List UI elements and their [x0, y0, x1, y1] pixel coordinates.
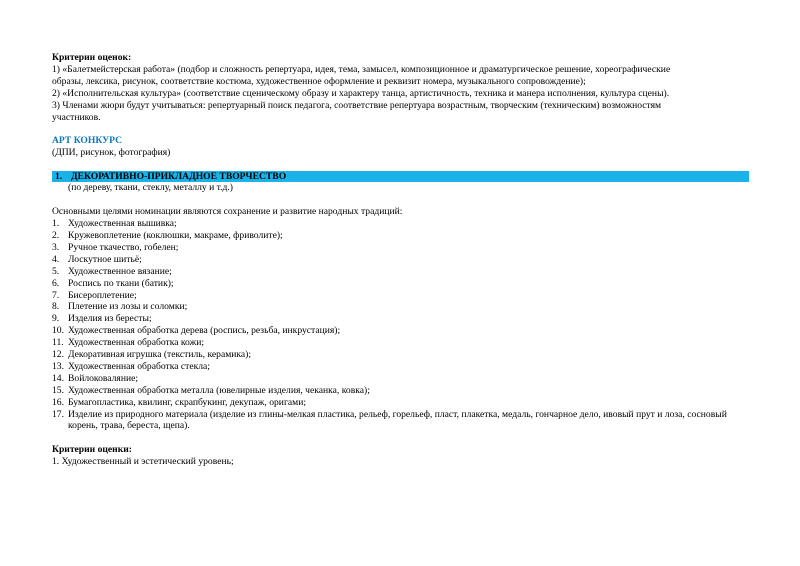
nomination-list	[52, 218, 752, 432]
list-item	[52, 349, 752, 361]
item-text: Ручное ткачество, гобелен;	[68, 241, 179, 253]
list-item	[52, 409, 752, 433]
item-number: 6.	[52, 277, 60, 289]
nomination-intro: Основными целями номинации являются сохранение и развитие народных традиций:	[52, 206, 403, 218]
item-number: 9.	[52, 313, 60, 325]
list-item	[52, 278, 752, 290]
criteria-line-2: образы, лексика, рисунок, соответствие костюма, художественное оформление и реквизит номера, музыкального сопровождение);	[52, 75, 586, 87]
item-text: Бумагопластика, квилинг, скрапбукинг, декупаж, оригами;	[68, 396, 307, 408]
list-item	[52, 313, 752, 325]
item-text: Декоративная игрушка (текстиль, керамика);	[68, 349, 252, 361]
item-number: 5.	[52, 265, 60, 277]
item-number: 10.	[52, 325, 64, 337]
criteria-line-4: 3) Членами жюри будут учитываться: репертуарный поиск педагога, соответствие репертуара возрастным, творческим (техническим) возможностям	[52, 99, 662, 111]
list-item	[52, 218, 752, 230]
item-number: 14.	[52, 372, 64, 384]
spacer	[52, 194, 752, 206]
item-text: Художественная обработка кожи;	[68, 337, 205, 349]
criteria-line-3: 2) «Исполнительская культура» (соответствие сценическому образу и характеру танца, артистичность, техника и манера исполнения, культура сцены).	[52, 87, 670, 99]
item-text: Художественная вышивка;	[68, 218, 177, 230]
list-item	[52, 373, 752, 385]
item-number: 4.	[52, 253, 60, 265]
item-text: Плетение из лозы и соломки;	[68, 301, 188, 313]
criteria2-heading: Критерии оценки:	[52, 444, 132, 456]
list-item	[52, 325, 752, 337]
item-number: 7.	[52, 289, 60, 301]
criteria-heading: Критерии оценок:	[52, 52, 132, 63]
list-item	[52, 266, 752, 278]
item-text: Художественная обработка стекла;	[68, 360, 210, 372]
item-number: 17.	[52, 408, 64, 420]
section-title: ДЕКОРАТИВНО-ПРИКЛАДНОЕ ТВОРЧЕСТВО	[71, 171, 287, 183]
section-number: 1.	[55, 171, 63, 183]
list-item	[52, 254, 752, 266]
item-number: 12.	[52, 349, 64, 361]
criteria-line-5: участников.	[52, 111, 101, 123]
item-number: 15.	[52, 384, 64, 396]
spacer	[52, 159, 752, 171]
criteria2-first: 1. Художественный и эстетический уровень;	[52, 456, 234, 468]
item-text: Художественное вязание;	[68, 265, 172, 277]
item-text: Художественная обработка дерева (роспись, резьба, инкрустация);	[68, 325, 341, 337]
item-number: 13.	[52, 360, 64, 372]
list-item	[52, 361, 752, 373]
list-item	[52, 337, 752, 349]
section-subtitle: (по дереву, ткани, стеклу, металлу и т.д.)	[68, 182, 234, 194]
item-number: 2.	[52, 229, 60, 241]
item-text: Бисероплетение;	[68, 289, 137, 301]
section-heading-bar	[52, 171, 749, 182]
item-text: Кружевоплетение (коклюшки, макраме, фриволите);	[68, 229, 283, 241]
list-item	[52, 230, 752, 242]
art-contest-subtitle: (ДПИ, рисунок, фотография)	[52, 147, 171, 159]
list-item	[52, 301, 752, 313]
list-item	[52, 242, 752, 254]
item-number: 1.	[52, 218, 60, 230]
item-number: 11.	[52, 337, 64, 349]
item-number: 8.	[52, 301, 60, 313]
document-page	[52, 52, 752, 468]
item-text: Изделие из природного материала (изделие из глины-мелкая пластика, рельеф, горельеф, пласт, плакетка, медаль, гончарное дело, ивовый прут и лоза, сосновый корень, трава, береста, щепа).	[68, 408, 727, 432]
item-text: Войлоковаляние;	[68, 372, 139, 384]
item-text: Художественная обработка металла (ювелирные изделия, чеканка, ковка);	[68, 384, 370, 396]
list-item	[52, 290, 752, 302]
spacer	[52, 123, 752, 135]
spacer	[52, 432, 752, 444]
item-number: 3.	[52, 241, 60, 253]
list-item	[52, 397, 752, 409]
criteria-line-1: 1) «Балетмейстерская работа» (подбор и сложность репертуара, идея, тема, замысел, композиционное и драматургическое решение, хореографические	[52, 63, 671, 75]
item-text: Роспись по ткани (батик);	[68, 277, 174, 289]
list-item	[52, 385, 752, 397]
art-contest-title: АРТ КОНКУРС	[52, 135, 123, 147]
item-text: Изделия из бересты;	[68, 313, 152, 325]
item-number: 16.	[52, 396, 64, 408]
item-text: Лоскутное шитьё;	[68, 253, 142, 265]
